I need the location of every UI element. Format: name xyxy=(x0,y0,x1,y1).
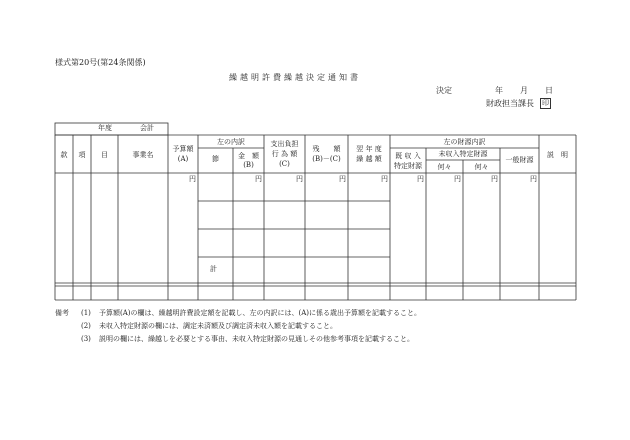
document-title: 繰越明許費繰越決定通知書 xyxy=(229,73,361,82)
note-1-number: (1) xyxy=(81,309,91,317)
col-setsu: 節 xyxy=(212,155,219,163)
col-nanni-1: 何々 xyxy=(437,163,452,171)
yen-unit-nanni-2: 円 xyxy=(491,175,498,183)
col-burden-line2: 行 為 額 xyxy=(271,150,298,158)
yen-unit-remain: 円 xyxy=(339,175,346,183)
col-burden-line3: (C) xyxy=(279,160,290,168)
col-breakdown: 左の内訳 xyxy=(217,138,245,146)
fiscal-year-label: 年度 xyxy=(98,124,112,132)
account-label: 会計 xyxy=(140,124,154,132)
yen-unit-general: 円 xyxy=(530,175,537,183)
col-jigyou: 事業名 xyxy=(132,151,154,159)
note-3-text: 説明の欄には、繰越しを必要とする事由、未収入特定財源の見通しその他参考事項を記載すること。 xyxy=(99,335,414,343)
month-label: 月 xyxy=(520,86,528,95)
col-nanni-2: 何々 xyxy=(474,163,489,171)
col-kan: 款 xyxy=(60,151,68,159)
note-3-number: (3) xyxy=(81,335,91,343)
note-2-number: (2) xyxy=(81,322,91,330)
col-unreceived: 未収入特定財源 xyxy=(438,150,488,158)
seal-mark: 印 xyxy=(542,99,549,107)
col-carry-line2: 繰 越 額 xyxy=(356,155,382,163)
col-kou: 項 xyxy=(78,151,86,159)
decision-label: 決定 xyxy=(436,86,452,95)
col-budget-line1: 予算額 xyxy=(172,145,194,153)
col-note: 説 明 xyxy=(547,151,568,159)
col-remain-line2: (B)－(C) xyxy=(312,155,341,163)
col-remain-line1: 残 額 xyxy=(312,145,341,153)
col-burden-line1: 支出負担 xyxy=(270,140,299,148)
yen-unit-carry: 円 xyxy=(381,175,388,183)
yen-unit-nanni-1: 円 xyxy=(454,175,461,183)
note-1-text: 予算額(A)の欄は、繰越明許費設定額を記載し、左の内訳には、(A)に係る歳出予算額を記載すること。 xyxy=(99,309,422,317)
note-2-text: 未収入特定財源の欄には、調定未済額及び調定済未収入額を記載すること。 xyxy=(99,322,337,330)
col-budget-line2: (A) xyxy=(177,155,189,163)
col-moku: 目 xyxy=(101,151,108,159)
col-received-line2: 特定財源 xyxy=(394,162,422,170)
issuer-label: 財政担当課長 xyxy=(486,99,534,108)
year-label: 年 xyxy=(495,86,503,95)
col-source: 左の財源内訳 xyxy=(443,138,486,146)
day-label: 日 xyxy=(545,86,553,95)
yen-unit-received: 円 xyxy=(417,175,424,183)
col-amount-line1: 金 額 xyxy=(238,152,259,160)
col-carry-line1: 翌 年 度 xyxy=(356,145,382,153)
yen-unit-burden: 円 xyxy=(296,175,303,183)
form-reference: 様式第20号(第24条関係) xyxy=(55,58,146,67)
notes-label: 備考 xyxy=(55,309,69,317)
total-label: 計 xyxy=(210,265,217,273)
yen-unit-budget: 円 xyxy=(189,175,196,183)
yen-unit-amount: 円 xyxy=(255,175,262,183)
col-amount-line2: (B) xyxy=(243,161,254,169)
col-received-line1: 既 収 入 xyxy=(395,152,421,160)
col-general: 一般財源 xyxy=(505,156,534,164)
